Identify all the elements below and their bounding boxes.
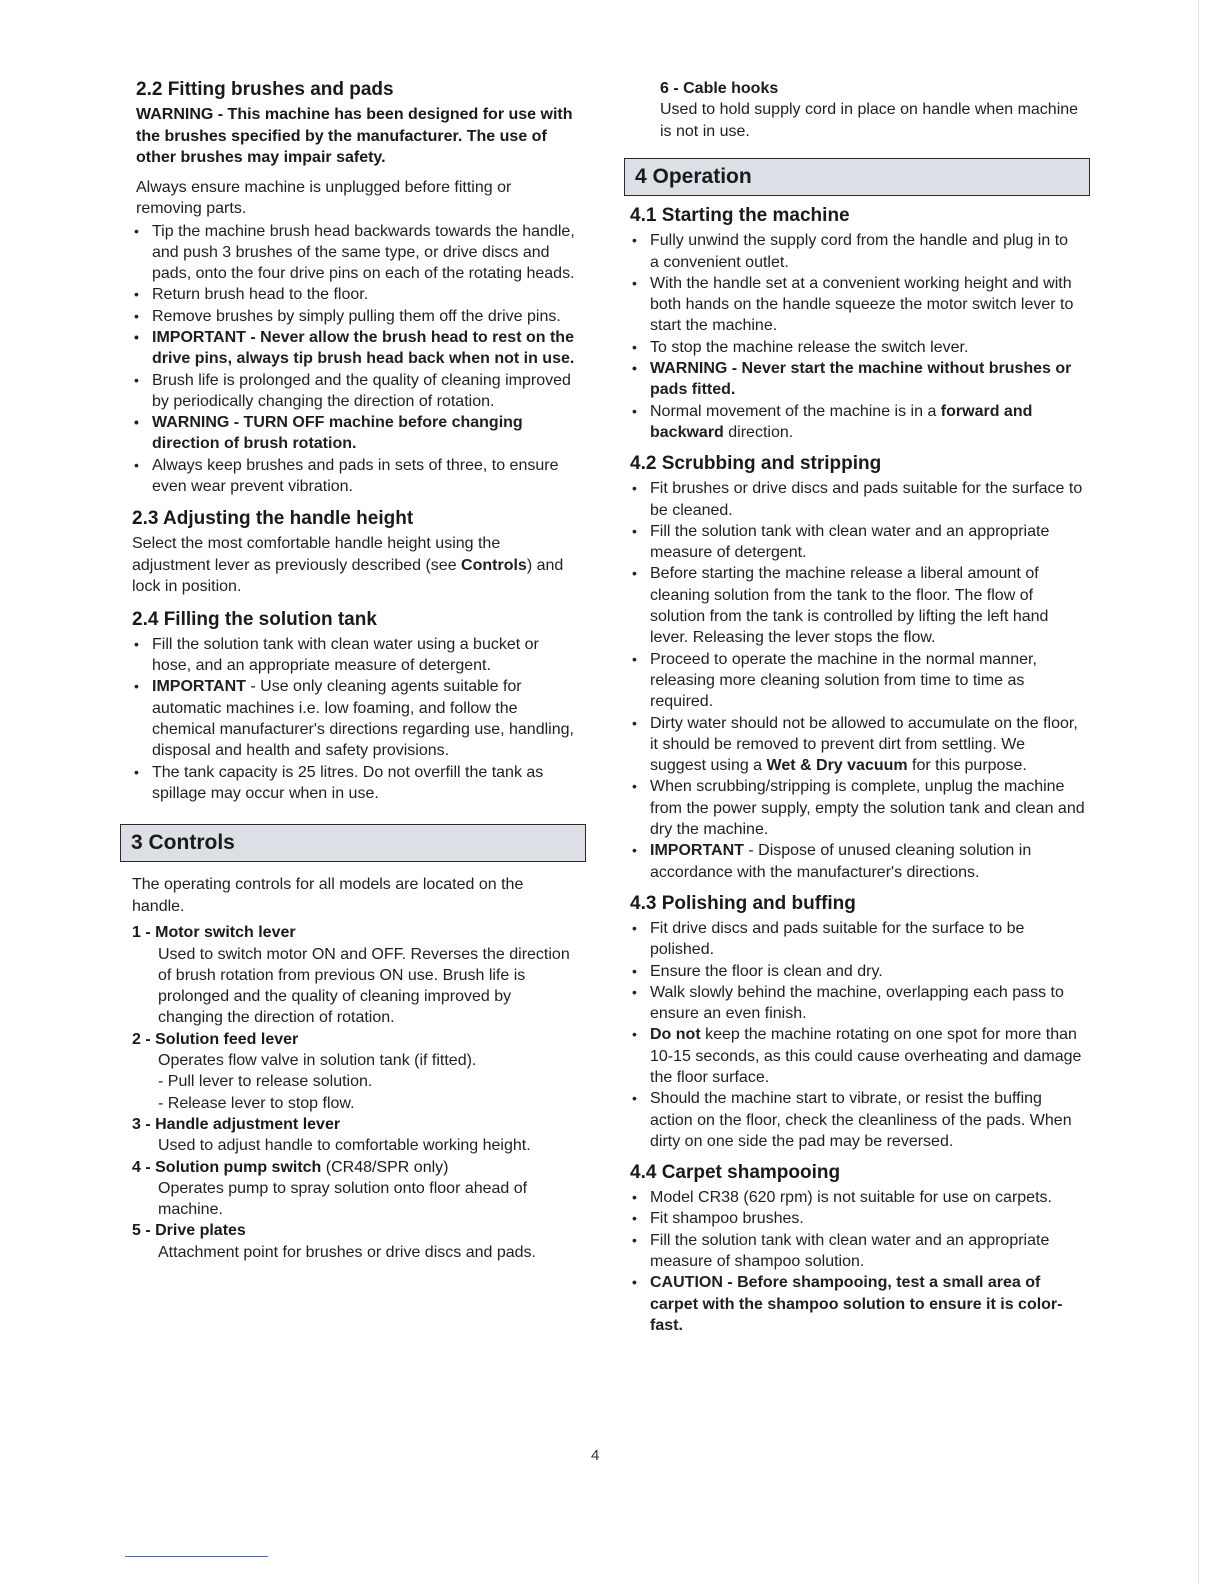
list-item: • Proceed to operate the machine in the normal manner, releasing more cleaning solution from time to time as required. [630,649,1085,713]
list-item: • CAUTION - Before shampooing, test a small area of carpet with the shampoo solution to ensure it is color-fast. [630,1272,1070,1336]
footer-link-underline [125,1556,268,1557]
list-item: • Fully unwind the supply cord from the handle and plug in to a convenient outlet. [630,230,1080,273]
list-item: • Return brush head to the floor. [132,284,584,305]
list-item: • Fit drive discs and pads suitable for the surface to be polished. [630,918,1085,961]
section-2-3-text: Select the most comfortable handle height using the adjustment lever as previously described (see Controls) and lock in position. [132,535,564,596]
list-item: • WARNING - Never start the machine without brushes or pads fitted. [630,358,1080,401]
list-item: • Do not keep the machine rotating on one spot for more than 10-15 seconds, as this could cause overheating and damage the floor surface. [630,1024,1085,1088]
list-item: • WARNING - TURN OFF machine before changing direction of brush rotation. [132,412,584,455]
list-item: • Brush life is prolonged and the quality of cleaning improved by periodically changing the direction of rotation. [132,370,584,413]
list-item: • The tank capacity is 25 litres. Do not overfill the tank as spillage may occur when in use. [132,762,582,805]
section-4-2-heading: 4.2 Scrubbing and stripping [630,453,882,475]
control-5-body: Attachment point for brushes or drive discs and pads. [158,1243,536,1261]
page-edge-line [1198,0,1199,1584]
section-4-4-heading: 4.4 Carpet shampooing [630,1162,841,1184]
section-4-1-list [630,230,1080,443]
list-item: • Normal movement of the machine is in a forward and backward direction. [630,401,1080,444]
list-item: • IMPORTANT - Dispose of unused cleaning solution in accordance with the manufacturer's directions. [630,840,1085,883]
section-4-1-heading: 4.1 Starting the machine [630,205,850,227]
list-item: • Fill the solution tank with clean water and an appropriate measure of detergent. [630,521,1085,564]
control-3-body: Used to adjust handle to comfortable working height. [158,1137,531,1155]
section-4-4-list [630,1187,1070,1336]
page-number: 4 [591,1447,600,1464]
list-item: • Dirty water should not be allowed to accumulate on the floor, it should be removed to prevent dirt from settling. We suggest using a Wet & Dry vacuum for this purpose. [630,713,1085,777]
list-item: • Fit brushes or drive discs and pads suitable for the surface to be cleaned. [630,478,1085,521]
section-4-2-list [630,478,1085,883]
section-4-3-list [630,918,1085,1152]
list-item: • Before starting the machine release a liberal amount of cleaning solution from the tank to the floor. The flow of solution from the tank is controlled by lifting the left hand lever. Releasing the lever stops the flow. [630,563,1085,648]
control-2-body: Operates flow valve in solution tank (if fitted). - Pull lever to release solution. - Release lever to stop flow. [158,1052,477,1112]
list-item: • Model CR38 (620 rpm) is not suitable for use on carpets. [630,1187,1070,1208]
section-2-2-warning: WARNING - This machine has been designed for use with the brushes specified by the manufacturer. The use of other brushes may impair safety. [136,106,573,166]
list-item: • Walk slowly behind the machine, overlapping each pass to ensure an even finish. [630,982,1085,1025]
list-item: • Should the machine start to vibrate, or resist the buffing action on the floor, check the cleanliness of the pads. When dirty on one side the pad may be reversed. [630,1088,1085,1152]
control-6-body: Used to hold supply cord in place on handle when machine is not in use. [660,101,1079,140]
list-item: • Fill the solution tank with clean water using a bucket or hose, and an appropriate measure of detergent. [132,634,582,677]
list-item: • IMPORTANT - Never allow the brush head to rest on the drive pins, always tip brush head back when not in use. [132,327,584,370]
list-item: • Ensure the floor is clean and dry. [630,961,1085,982]
control-5-title: 5 - Drive plates [132,1222,246,1240]
section-2-3-heading: 2.3 Adjusting the handle height [132,508,414,530]
control-1-title: 1 - Motor switch lever [132,924,296,942]
section-2-4-list [132,634,582,804]
section-3-intro: The operating controls for all models are located on the handle. [132,876,524,915]
section-4-3-heading: 4.3 Polishing and buffing [630,892,856,914]
list-item: • Fit shampoo brushes. [630,1208,1070,1229]
left-column [132,78,594,1263]
section-2-4-heading: 2.4 Filling the solution tank [132,608,377,630]
list-item: • Remove brushes by simply pulling them off the drive pins. [132,306,584,327]
list-item: • When scrubbing/stripping is complete, unplug the machine from the power supply, empty the solution tank and clean and dry the machine. [630,776,1085,840]
control-2-title: 2 - Solution feed lever [132,1030,299,1048]
section-2-2-heading: 2.2 Fitting brushes and pads [136,79,394,100]
list-item: • Fill the solution tank with clean water and an appropriate measure of shampoo solution. [630,1230,1070,1273]
list-item: • To stop the machine release the switch lever. [630,337,1080,358]
controls-list [132,922,577,1263]
section-2-2-list [132,221,584,498]
section-3-banner: 3 Controls [120,824,586,862]
list-item: • IMPORTANT - Use only cleaning agents suitable for automatic machines i.e. low foaming, and follow the chemical manufacturer's directions regarding use, handling, disposal and health and safety provisions. [132,676,582,761]
control-1-body: Used to switch motor ON and OFF. Reverses the direction of brush rotation from previous ON use. Brush life is prolonged and the quality of cleaning improved by changing the direction of rotation. [158,945,570,1027]
control-4-body: Operates pump to spray solution onto floor ahead of machine. [158,1179,528,1219]
control-6-title: 6 - Cable hooks [660,80,779,97]
right-column [630,78,1090,1336]
control-4-title: 4 - Solution pump switch (CR48/SPR only) [132,1158,449,1176]
list-item: • With the handle set at a convenient working height and with both hands on the handle squeeze the motor switch lever to start the machine. [630,273,1080,337]
control-3-title: 3 - Handle adjustment lever [132,1115,341,1133]
list-item: • Tip the machine brush head backwards towards the handle, and push 3 brushes of the same type, or drive discs and pads, onto the four drive pins on each of the rotating heads. [132,221,584,285]
list-item: • Always keep brushes and pads in sets of three, to ensure even wear prevent vibration. [132,455,584,498]
section-2-2-intro: Always ensure machine is unplugged before fitting or removing parts. [136,178,512,217]
section-4-banner: 4 Operation [624,158,1090,196]
